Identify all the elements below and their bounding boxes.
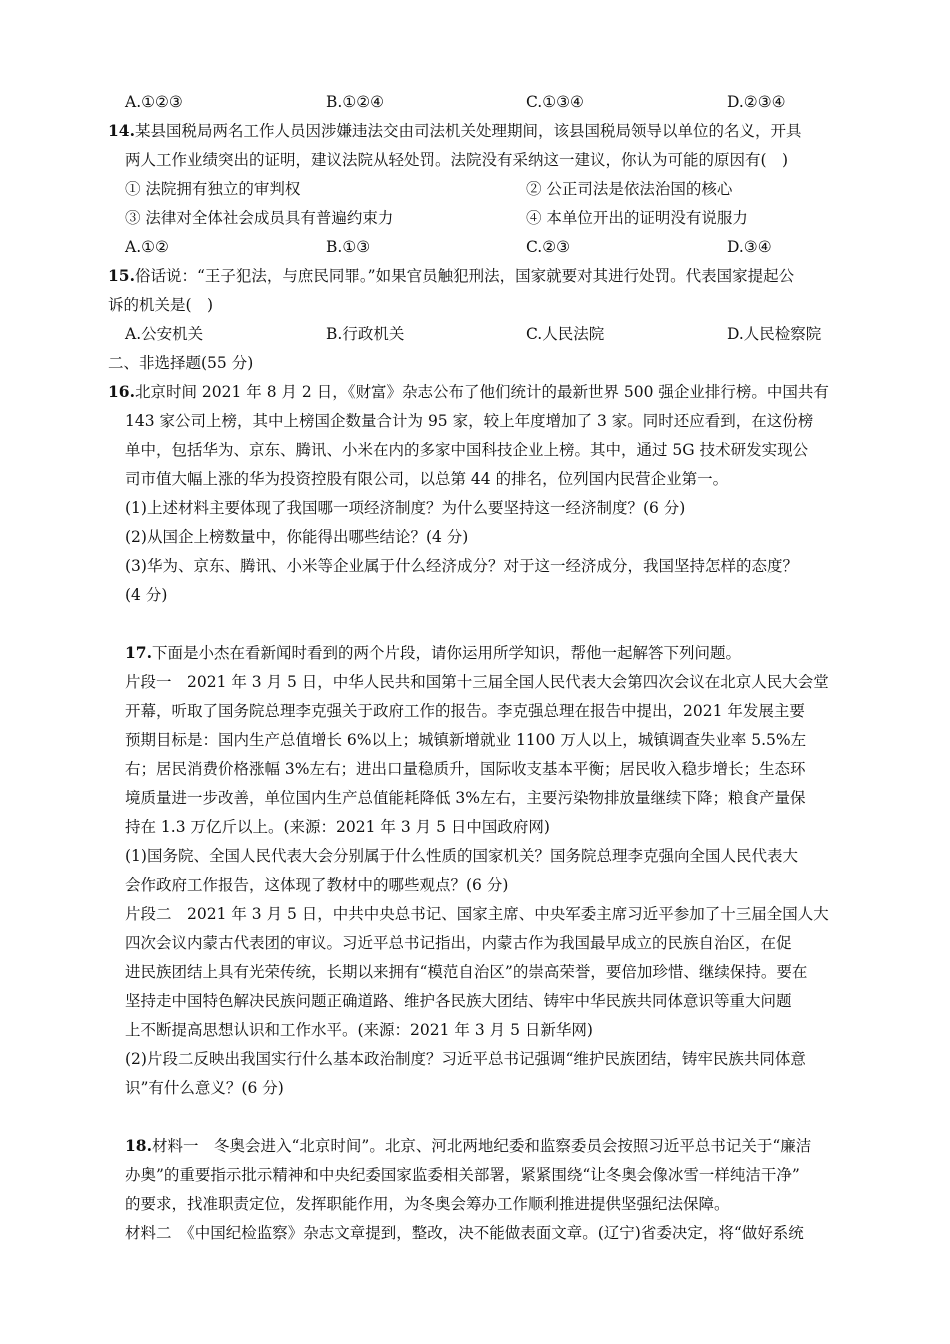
section-heading: 二、非选择题(55 分) <box>108 354 254 372</box>
q18-material-line: 的要求，找准职责定位，发挥职能作用，为冬奥会筹办工作顺利推进提供坚强纪法保障。 <box>125 1195 730 1213</box>
q14-item-1: ① 法院拥有独立的审判权 <box>125 180 301 198</box>
q15-option-c: C.人民法院 <box>526 325 605 343</box>
q17-part1-line: 境质量进一步改善，单位国内生产总值能耗降低 3%左右，主要污染物排放量继续下降；粮食产量保 <box>125 789 806 807</box>
q16-sub-1: (1)上述材料主要体现了我国哪一项经济制度？为什么要坚持这一经济制度？(6 分) <box>125 499 686 517</box>
q16-material-line: 司市值大幅上涨的华为投资控股有限公司，以总第 44 的排名，位列国内民营企业第一。 <box>125 470 729 488</box>
q17-part2-line: 坚持走中国特色解决民族问题正确道路、维护各民族大团结、铸牢中华民族共同体意识等重大问题 <box>125 992 792 1010</box>
q15-number: 15. <box>108 266 135 285</box>
q14-stem-cont: 两人工作业绩突出的证明，建议法院从轻处罚。法院没有采纳这一建议，你认为可能的原因有( ) <box>125 151 789 169</box>
q14-item-3: ③ 法律对全体社会成员具有普遍约束力 <box>125 209 394 227</box>
q17-part1-line: 持在 1.3 万亿斤以上。(来源：2021 年 3 月 5 日中国政府网) <box>125 818 550 836</box>
q17-sub-1-cont: 会作政府工作报告，这体现了教材中的哪些观点？(6 分) <box>125 876 509 894</box>
q14-item-2: ② 公正司法是依法治国的核心 <box>526 180 733 198</box>
q14-option-c: C.②③ <box>526 238 571 256</box>
q16-sub-2: (2)从国企上榜数量中，你能得出哪些结论？(4 分) <box>125 528 469 546</box>
q14-stem: 14.某县国税局两名工作人员因涉嫌违法交由司法机关处理期间，该县国税局领导以单位的名义，开具 <box>108 121 802 140</box>
q14-item-4: ④ 本单位开出的证明没有说服力 <box>526 209 748 227</box>
q17-part2-line: 上不断提高思想认识和工作水平。(来源：2021 年 3 月 5 日新华网) <box>125 1021 593 1039</box>
q14-number: 14. <box>108 121 135 140</box>
q15-stem-cont: 诉的机关是( ) <box>108 296 214 314</box>
q16-number: 16. <box>108 382 135 401</box>
q17-number: 17. <box>125 643 152 662</box>
q15-option-d: D.人民检察院 <box>727 325 822 343</box>
q13-option-d: D.②③④ <box>727 93 786 111</box>
q18-material-line: 办奥”的重要指示批示精神和中央纪委国家监委相关部署，紧紧围绕“让冬奥会像冰雪一样纯洁干净” <box>125 1166 800 1184</box>
q17-part1-line: 右；居民消费价格涨幅 3%左右；进出口量稳质升，国际收支基本平衡；居民收入稳步增长；生态环 <box>125 760 806 778</box>
q17-part2-line: 片段二 2021 年 3 月 5 日，中共中央总书记、国家主席、中央军委主席习近平参加了十三届全国人大 <box>125 905 829 923</box>
q16-sub-3-cont: (4 分) <box>125 586 168 604</box>
q15-option-b: B.行政机关 <box>326 325 405 343</box>
q17-part1-line: 预期目标是：国内生产总值增长 6%以上；城镇新增就业 1100 万人以上，城镇调查失业率 5.5%左 <box>125 731 807 749</box>
q13-option-a: A.①②③ <box>125 93 183 111</box>
q13-option-c: C.①③④ <box>526 93 584 111</box>
q16-material-line: 143 家公司上榜，其中上榜国企数量合计为 95 家，较上年度增加了 3 家。同时还应看到，在这份榜 <box>125 412 814 430</box>
q15-option-a: A.公安机关 <box>125 325 204 343</box>
q18-number: 18. <box>125 1136 152 1155</box>
q18-material1: 18.材料一 冬奥会进入“北京时间”。北京、河北两地纪委和监察委员会按照习近平总书记关于“廉洁 <box>125 1136 812 1155</box>
q17-intro: 17.下面是小杰在看新闻时看到的两个片段，请你运用所学知识，帮他一起解答下列问题。 <box>125 643 741 662</box>
q17-part2-line: 四次会议内蒙古代表团的审议。习近平总书记指出，内蒙古作为我国最早成立的民族自治区，在促 <box>125 934 792 952</box>
q17-sub-2: (2)片段二反映出我国实行什么基本政治制度？习近平总书记强调“维护民族团结，铸牢民族共同体意 <box>125 1050 806 1068</box>
q17-part1-line: 片段一 2021 年 3 月 5 日，中华人民共和国第十三届全国人民代表大会第四次会议在北京人民大会堂 <box>125 673 829 691</box>
q16-material-line: 单中，包括华为、京东、腾讯、小米在内的多家中国科技企业上榜。其中，通过 5G 技术研发实现公 <box>125 441 809 459</box>
q16-material: 16.北京时间 2021 年 8 月 2 日，《财富》杂志公布了他们统计的最新世界 500 强企业排行榜。中国共有 <box>108 382 829 401</box>
q13-option-b: B.①②④ <box>326 93 385 111</box>
q14-option-d: D.③④ <box>727 238 772 256</box>
q18-material2: 材料二 《中国纪检监察》杂志文章提到，整改，决不能做表面文章。(辽宁)省委决定，将“做好系统 <box>125 1224 804 1242</box>
q17-part1-line: 开幕，听取了国务院总理李克强关于政府工作的报告。李克强总理在报告中提出，2021 年发展主要 <box>125 702 805 720</box>
q14-option-b: B.①③ <box>326 238 371 256</box>
q15-stem: 15.俗话说：“王子犯法，与庶民同罪。”如果官员触犯刑法，国家就要对其进行处罚。代表国家提起公 <box>108 266 795 285</box>
q14-option-a: A.①② <box>125 238 169 256</box>
q17-part2-line: 进民族团结上具有光荣传统，长期以来拥有“模范自治区”的崇高荣誉，要倍加珍惜、继续保持。要在 <box>125 963 808 981</box>
q16-sub-3: (3)华为、京东、腾讯、小米等企业属于什么经济成分？对于这一经济成分，我国坚持怎样的态度？ <box>125 557 798 575</box>
q17-sub-2-cont: 识”有什么意义？(6 分) <box>125 1079 284 1097</box>
q17-sub-1: (1)国务院、全国人民代表大会分别属于什么性质的国家机关？国务院总理李克强向全国人民代表大 <box>125 847 798 865</box>
